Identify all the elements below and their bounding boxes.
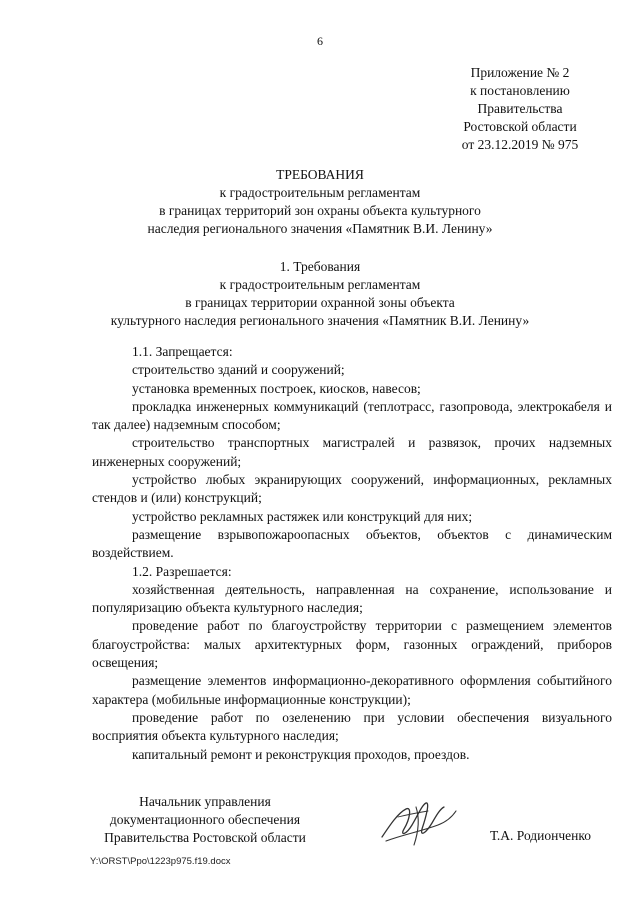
- section-line: 1. Требования: [279, 259, 361, 274]
- title-line: в границах территорий зон охраны объекта культурного: [159, 203, 481, 218]
- title-heading: ТРЕБОВАНИЯ: [276, 167, 364, 182]
- list-item: строительство зданий и сооружений;: [132, 362, 345, 378]
- section-1-title: [0, 258, 640, 330]
- list-item: строительство транспортных магистралей и развязок, прочих надземных инженерных сооружений;: [92, 435, 612, 469]
- signatory-position: [90, 793, 320, 847]
- appendix-line: Приложение № 2: [470, 65, 570, 80]
- list-item: капитальный ремонт и реконструкция проходов, проездов.: [132, 746, 470, 762]
- position-line: документационного обеспечения: [109, 812, 301, 827]
- list-item: прокладка инженерных коммуникаций (теплотрасс, газопровода, электрокабеля и так далее) надземным способом;: [92, 398, 612, 433]
- position-line: Начальник управления: [139, 794, 271, 809]
- appendix-line: Ростовской области: [463, 119, 577, 134]
- list-item: проведение работ по озеленению при условии обеспечения визуального восприятия объекта культурного наследия;: [92, 709, 612, 744]
- appendix-line: Правительства: [477, 101, 563, 116]
- list-item: размещение элементов информационно-декоративного оформления событийного характера (мобильные информационные конструкции);: [92, 673, 612, 707]
- document-title: [0, 166, 640, 238]
- signatory-name: Т.А. Родионченко: [490, 828, 591, 843]
- appendix-block: [440, 64, 600, 154]
- list-item: установка временных построек, киосков, навесов;: [132, 380, 421, 396]
- title-line: наследия регионального значения «Памятник В.И. Ленину»: [147, 221, 493, 236]
- page-number: 6: [317, 34, 323, 48]
- list-item: устройство рекламных растяжек или конструкций для них;: [132, 508, 473, 524]
- file-path: Y:\ORST\Ppo\1223p975.f19.docx: [90, 856, 231, 867]
- title-line: к градостроительным регламентам: [219, 185, 421, 200]
- list-item: хозяйственная деятельность, направленная на сохранение, использование и популяризацию объекта культурного наследия;: [92, 581, 612, 616]
- section-line: к градостроительным регламентам: [219, 277, 421, 292]
- appendix-line: от 23.12.2019 № 975: [461, 137, 579, 152]
- list-item: размещение взрывопожароопасных объектов, объектов с динамическим воздействием.: [92, 526, 612, 561]
- list-item: устройство любых экранирующих сооружений, информационных, рекламных стендов и (или) конструкций;: [92, 472, 612, 506]
- handwritten-signature: [376, 795, 460, 851]
- subsection-heading: 1.2. Разрешается:: [132, 563, 232, 579]
- section-line: культурного наследия регионального значения «Памятник В.И. Ленину»: [110, 313, 530, 328]
- section-line: в границах территории охранной зоны объекта: [185, 295, 455, 310]
- subsection-heading: 1.1. Запрещается:: [132, 344, 233, 359]
- position-line: Правительства Ростовской области: [104, 830, 306, 845]
- appendix-line: к постановлению: [470, 83, 570, 98]
- body-text: [92, 343, 612, 764]
- list-item: проведение работ по благоустройству территории с размещением элементов благоустройства: малых архитектурных форм, газонных ограждений, приборов освещения;: [92, 618, 612, 671]
